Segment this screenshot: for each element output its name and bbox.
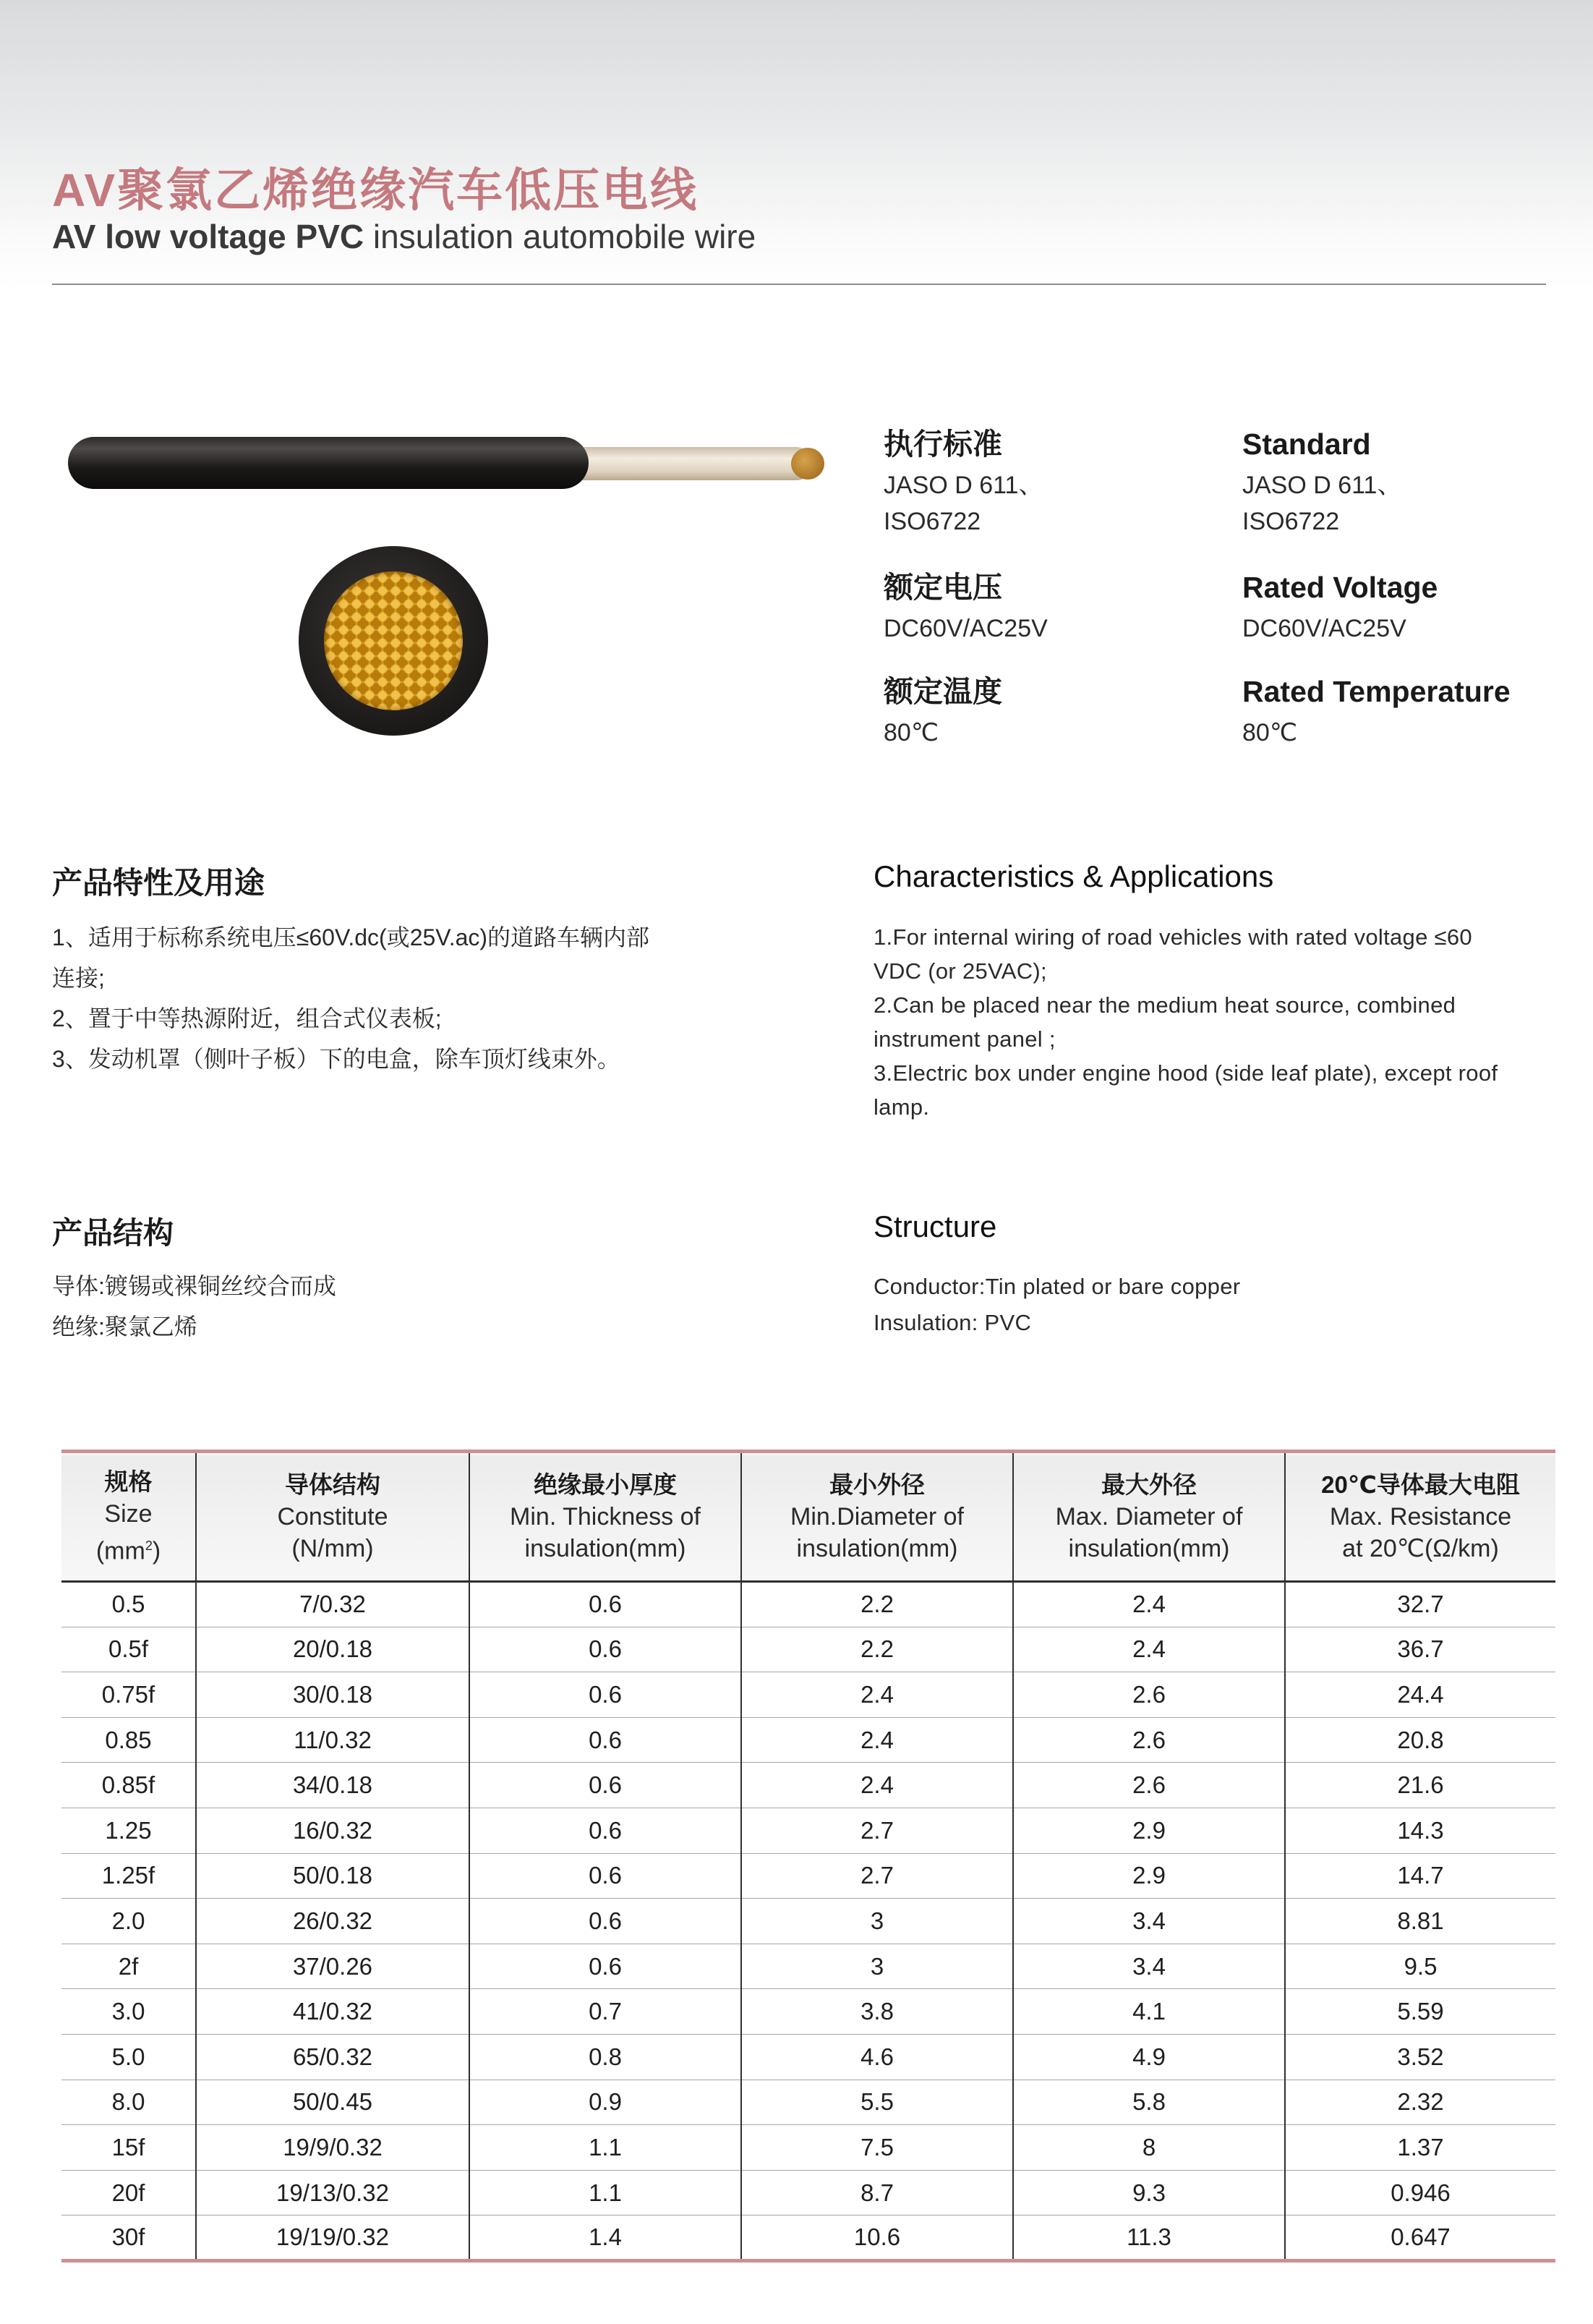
cell-constitute: 20/0.18 [196, 1627, 469, 1672]
cell-min-diameter: 2.7 [741, 1808, 1013, 1853]
spec-temperature-en [1242, 673, 1560, 751]
page-title-en [52, 217, 756, 256]
table-row [61, 2080, 1555, 2125]
cell-size: 0.85 [105, 1726, 152, 1753]
spec-standard-en [1242, 425, 1560, 540]
table-row [61, 1853, 1555, 1899]
characteristics-line-zh: 1、适用于标称系统电压≤60V.dc(或25V.ac)的道路车辆内部 [52, 924, 650, 950]
cell-constitute: 30/0.18 [196, 1672, 469, 1718]
cell-max-diameter: 2.4 [1013, 1582, 1285, 1627]
cell-max-diameter: 2.4 [1013, 1627, 1285, 1672]
table-header-row [61, 1452, 1555, 1582]
cell-max-diameter: 3.4 [1013, 1899, 1285, 1944]
header-max-resistance-zh: 20℃导体最大电阻 [1321, 1471, 1520, 1498]
cell-min-diameter: 4.6 [741, 2034, 1013, 2080]
cell-constitute: 11/0.32 [196, 1717, 469, 1763]
spec-voltage-zh [884, 569, 1202, 647]
header-size-en: Size [104, 1500, 153, 1528]
cell-size: 5.0 [111, 2043, 145, 2070]
header-min-diameter-unit: insulation(mm) [796, 1535, 958, 1562]
characteristics-line-en: 3.Electric box under engine hood (side leaf plate), except roof [874, 1060, 1498, 1086]
header-max-diameter-unit: insulation(mm) [1068, 1535, 1230, 1562]
characteristics-line-en: instrument panel ; [874, 1026, 1056, 1052]
structure-line-zh: 导体:镀锡或裸铜丝绞合而成 [52, 1273, 336, 1299]
cell-max-resistance: 1.37 [1285, 2125, 1555, 2171]
header-size [61, 1452, 196, 1582]
table-row [61, 2125, 1555, 2171]
cell-max-diameter: 5.8 [1013, 2080, 1285, 2125]
conductor-strands-image [324, 571, 463, 710]
wire-insulation-image [552, 447, 813, 480]
cell-size: 2.0 [111, 1907, 145, 1934]
cell-max-resistance: 5.59 [1285, 1989, 1555, 2035]
structure-line-zh: 绝缘:聚氯乙烯 [52, 1314, 197, 1340]
page-title-zh: AV聚氯乙烯绝缘汽车低压电线 [52, 164, 699, 216]
header-size-unit-sup: 2 [145, 1538, 153, 1554]
table-row [61, 1627, 1555, 1672]
cell-min-diameter: 2.2 [741, 1582, 1013, 1627]
cell-min-diameter: 5.5 [741, 2080, 1013, 2125]
cell-size: 30f [111, 2223, 145, 2251]
spec-standard-label-zh: 执行标准 [884, 427, 1002, 461]
header-constitute [196, 1452, 469, 1582]
characteristics-line-zh: 连接; [52, 965, 105, 991]
header-size-unit [61, 1530, 195, 1567]
header-min-diameter-zh: 最小外径 [829, 1471, 925, 1498]
cell-max-resistance: 20.8 [1285, 1717, 1555, 1763]
cell-size: 0.75f [101, 1680, 155, 1708]
cell-max-resistance: 2.32 [1285, 2080, 1555, 2125]
header-size-unit-text: (mm [95, 1537, 145, 1565]
header-constitute-zh: 导体结构 [285, 1471, 380, 1498]
spec-table [61, 1450, 1555, 2263]
table-body [61, 1582, 1555, 2261]
header-constitute-unit: (N/mm) [291, 1535, 374, 1562]
header-constitute-en: Constitute [277, 1503, 388, 1531]
characteristics-line-en: VDC (or 25VAC); [874, 958, 1047, 984]
cell-max-resistance: 14.7 [1285, 1853, 1555, 1899]
cell-max-resistance: 0.647 [1285, 2216, 1555, 2261]
spec-voltage-value-zh: DC60V/AC25V [884, 615, 1048, 642]
structure-text-en [874, 1269, 1240, 1341]
spec-standard-value-en: JASO D 611、 ISO6722 [1242, 472, 1402, 535]
cell-min-thickness: 0.8 [469, 2034, 741, 2080]
table-row [61, 1582, 1555, 1627]
cell-min-diameter: 2.2 [741, 1627, 1013, 1672]
table-row [61, 1763, 1555, 1808]
cell-min-thickness: 0.6 [469, 1717, 741, 1763]
cell-constitute: 19/9/0.32 [196, 2125, 469, 2171]
cell-constitute: 34/0.18 [196, 1763, 469, 1808]
cell-size: 20f [111, 2179, 145, 2206]
spec-standard-value-zh: JASO D 611、 ISO6722 [884, 472, 1043, 535]
wire-conductor-tip-image [791, 448, 824, 480]
header-min-thickness [469, 1452, 741, 1582]
cell-max-diameter: 4.9 [1013, 2034, 1285, 2080]
spec-standard-label-en: Standard [1242, 427, 1371, 461]
cell-min-diameter: 8.7 [741, 2170, 1013, 2216]
header-max-diameter-zh: 最大外径 [1101, 1471, 1197, 1498]
header-max-resistance-unit: at 20℃(Ω/km) [1342, 1535, 1499, 1562]
cell-max-resistance: 3.52 [1285, 2034, 1555, 2080]
table-row [61, 1899, 1555, 1944]
cell-size: 1.25f [101, 1862, 155, 1889]
cell-min-thickness: 0.7 [469, 1989, 741, 2035]
characteristics-line-en: 1.For internal wiring of road vehicles with rated voltage ≤60 [874, 924, 1472, 950]
header-min-thickness-zh: 绝缘最小厚度 [534, 1471, 677, 1498]
cell-constitute: 7/0.32 [196, 1582, 469, 1627]
cell-max-resistance: 21.6 [1285, 1763, 1555, 1808]
characteristics-line-en: 2.Can be placed near the medium heat source, combined [874, 992, 1456, 1018]
cell-size: 0.85f [101, 1771, 155, 1799]
cell-min-thickness: 0.6 [469, 1899, 741, 1944]
spec-voltage-label-en: Rated Voltage [1242, 571, 1438, 604]
cell-size: 3.0 [111, 1998, 145, 2025]
structure-title-en: Structure [874, 1209, 997, 1243]
cell-max-resistance: 36.7 [1285, 1627, 1555, 1672]
characteristics-text-zh [52, 917, 649, 1079]
cell-min-diameter: 3 [741, 1944, 1013, 1989]
spec-voltage-value-en: DC60V/AC25V [1242, 615, 1406, 642]
cell-constitute: 19/19/0.32 [196, 2216, 469, 2261]
cell-min-thickness: 0.6 [469, 1944, 741, 1989]
page-title-en-rest: insulation automobile wire [364, 218, 756, 255]
cell-min-thickness: 0.6 [469, 1672, 741, 1718]
wire-cross-section-image [299, 546, 488, 736]
cell-constitute: 50/0.45 [196, 2080, 469, 2125]
cell-size: 0.5f [108, 1635, 149, 1663]
characteristics-line-en: lamp. [874, 1094, 930, 1120]
header-min-diameter [741, 1452, 1013, 1582]
cell-min-thickness: 0.6 [469, 1582, 741, 1627]
cell-max-resistance: 32.7 [1285, 1582, 1555, 1627]
cell-min-diameter: 3.8 [741, 1989, 1013, 2035]
spec-temperature-label-en: Rated Temperature [1242, 675, 1511, 708]
header-min-diameter-en: Min.Diameter of [790, 1503, 964, 1531]
table-row [61, 1989, 1555, 2035]
cell-min-thickness: 1.4 [469, 2216, 741, 2261]
cell-max-resistance: 24.4 [1285, 1672, 1555, 1718]
cell-max-resistance: 14.3 [1285, 1808, 1555, 1853]
cell-constitute: 19/13/0.32 [196, 2170, 469, 2216]
cell-max-diameter: 11.3 [1013, 2216, 1285, 2261]
header-min-thickness-en: Min. Thickness of [510, 1503, 701, 1531]
spec-temperature-zh [884, 673, 1202, 751]
cell-max-diameter: 4.1 [1013, 1989, 1285, 2035]
cell-max-diameter: 2.6 [1013, 1672, 1285, 1718]
cell-min-diameter: 7.5 [741, 2125, 1013, 2171]
cell-max-diameter: 3.4 [1013, 1944, 1285, 1989]
cell-constitute: 37/0.26 [196, 1944, 469, 1989]
cell-min-diameter: 10.6 [741, 2216, 1013, 2261]
cell-max-resistance: 0.946 [1285, 2170, 1555, 2216]
table-row [61, 2216, 1555, 2261]
cell-max-diameter: 2.9 [1013, 1853, 1285, 1899]
table-row [61, 1717, 1555, 1763]
header-max-resistance [1285, 1452, 1555, 1582]
header-max-resistance-en: Max. Resistance [1329, 1503, 1512, 1531]
cell-min-diameter: 2.4 [741, 1763, 1013, 1808]
cell-min-thickness: 0.6 [469, 1853, 741, 1899]
cell-size: 8.0 [111, 2088, 145, 2116]
cell-min-thickness: 0.6 [469, 1627, 741, 1672]
header-min-thickness-unit: insulation(mm) [524, 1535, 686, 1562]
cell-max-diameter: 8 [1013, 2125, 1285, 2171]
table-row [61, 1944, 1555, 1989]
cell-min-thickness: 1.1 [469, 2125, 741, 2171]
structure-text-zh [52, 1266, 336, 1347]
cell-max-diameter: 2.9 [1013, 1808, 1285, 1853]
header-size-zh: 规格 [104, 1468, 153, 1496]
cell-min-thickness: 1.1 [469, 2170, 741, 2216]
cell-constitute: 26/0.32 [196, 1899, 469, 1944]
cell-max-diameter: 9.3 [1013, 2170, 1285, 2216]
cell-min-thickness: 0.9 [469, 2080, 741, 2125]
cell-size: 2f [118, 1952, 139, 1980]
cell-min-thickness: 0.6 [469, 1763, 741, 1808]
table-row [61, 2034, 1555, 2080]
cell-constitute: 16/0.32 [196, 1808, 469, 1853]
page-title-en-bold: AV low voltage PVC [52, 218, 364, 255]
structure-line-en: Insulation: PVC [874, 1310, 1032, 1335]
cell-size: 0.5 [111, 1591, 145, 1618]
characteristics-line-zh: 3、发动机罩（侧叶子板）下的电盒，除车顶灯线束外。 [52, 1046, 620, 1072]
characteristics-text-en [874, 920, 1498, 1124]
cell-min-diameter: 3 [741, 1899, 1013, 1944]
cell-constitute: 41/0.32 [196, 1989, 469, 2035]
cell-min-thickness: 0.6 [469, 1808, 741, 1853]
cell-max-resistance: 9.5 [1285, 1944, 1555, 1989]
spec-voltage-label-zh: 额定电压 [884, 571, 1002, 604]
table-row [61, 1672, 1555, 1718]
wire-illustration [68, 434, 755, 492]
spec-temperature-value-zh: 80℃ [884, 719, 939, 746]
characteristics-line-zh: 2、置于中等热源附近，组合式仪表板; [52, 1005, 442, 1031]
spec-temperature-value-en: 80℃ [1242, 719, 1298, 746]
structure-line-en: Conductor:Tin plated or bare copper [874, 1274, 1241, 1299]
table-row [61, 2170, 1555, 2216]
cell-max-diameter: 2.6 [1013, 1717, 1285, 1763]
header-divider [52, 284, 1546, 285]
cell-min-diameter: 2.7 [741, 1853, 1013, 1899]
cell-size: 15f [111, 2133, 145, 2161]
header-max-diameter-en: Max. Diameter of [1055, 1503, 1243, 1531]
table-row [61, 1808, 1555, 1853]
cell-size: 1.25 [105, 1816, 152, 1844]
cell-min-diameter: 2.4 [741, 1672, 1013, 1718]
spec-voltage-en [1242, 569, 1560, 647]
header-size-unit-end: ) [152, 1537, 161, 1565]
wire-sheath-image [68, 437, 589, 489]
cell-max-resistance: 8.81 [1285, 1899, 1555, 1944]
characteristics-title-zh: 产品特性及用途 [52, 866, 265, 900]
cell-constitute: 50/0.18 [196, 1853, 469, 1899]
structure-title-zh: 产品结构 [52, 1216, 174, 1250]
characteristics-title-en: Characteristics & Applications [874, 859, 1274, 893]
cell-constitute: 65/0.32 [196, 2034, 469, 2080]
spec-temperature-label-zh: 额定温度 [884, 675, 1002, 708]
header-max-diameter [1013, 1452, 1285, 1582]
spec-standard-zh [884, 425, 1202, 540]
cell-min-diameter: 2.4 [741, 1717, 1013, 1763]
cell-max-diameter: 2.6 [1013, 1763, 1285, 1808]
